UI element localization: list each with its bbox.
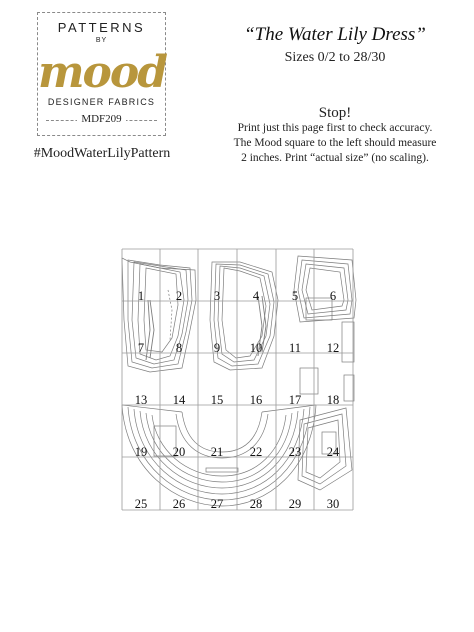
tile-number: 19 [134, 445, 148, 459]
tile-number: 10 [249, 341, 263, 355]
tile-number: 13 [134, 393, 148, 407]
logo-designer-fabrics: DESIGNER FABRICS [47, 97, 156, 107]
svg-text:mood: mood [37, 47, 167, 98]
tile-number: 24 [326, 445, 340, 459]
tile-number: 20 [172, 445, 186, 459]
tile-number: 15 [210, 393, 224, 407]
tile-number: 1 [137, 289, 145, 303]
tile-number: 28 [249, 497, 263, 511]
tile-grid-lines [122, 249, 353, 510]
stop-heading: Stop! [318, 105, 352, 121]
tile-number: 4 [252, 289, 260, 303]
tile-number: 12 [326, 341, 340, 355]
tile-number: 21 [210, 445, 224, 459]
instruction-line: The Mood square to the left should measure [233, 137, 437, 149]
pattern-title: “The Water Lily Dress” [244, 24, 426, 45]
tile-number: 16 [249, 393, 263, 407]
tile-number: 8 [175, 341, 183, 355]
tile-number: 17 [288, 393, 302, 407]
tile-number: 14 [172, 393, 186, 407]
instruction-line: Print just this page first to check accuracy. [237, 122, 433, 134]
tile-number: 27 [210, 497, 224, 511]
tile-number: 22 [249, 445, 263, 459]
instruction-line: 2 inches. Print “actual size” (no scaling). [241, 152, 429, 164]
pattern-piece-lines [122, 256, 356, 506]
tile-number: 26 [172, 497, 186, 511]
tile-number: 9 [213, 341, 221, 355]
tile-number: 30 [326, 497, 340, 511]
tile-number: 18 [326, 393, 340, 407]
tile-number: 3 [213, 289, 221, 303]
tile-number: 5 [291, 289, 299, 303]
tile-number: 7 [137, 341, 145, 355]
tile-number: 23 [288, 445, 302, 459]
pattern-hashtag: #MoodWaterLilyPattern [33, 146, 171, 161]
tile-number: 2 [175, 289, 183, 303]
logo-by-text: BY [95, 37, 108, 44]
tile-number: 11 [288, 341, 302, 355]
pattern-sizes: Sizes 0/2 to 28/30 [284, 50, 386, 65]
logo-patterns-text: PATTERNS [57, 20, 146, 35]
tile-number: 29 [288, 497, 302, 511]
tile-number: 6 [329, 289, 337, 303]
tile-number: 25 [134, 497, 148, 511]
pattern-code: MDF209 [38, 113, 165, 125]
